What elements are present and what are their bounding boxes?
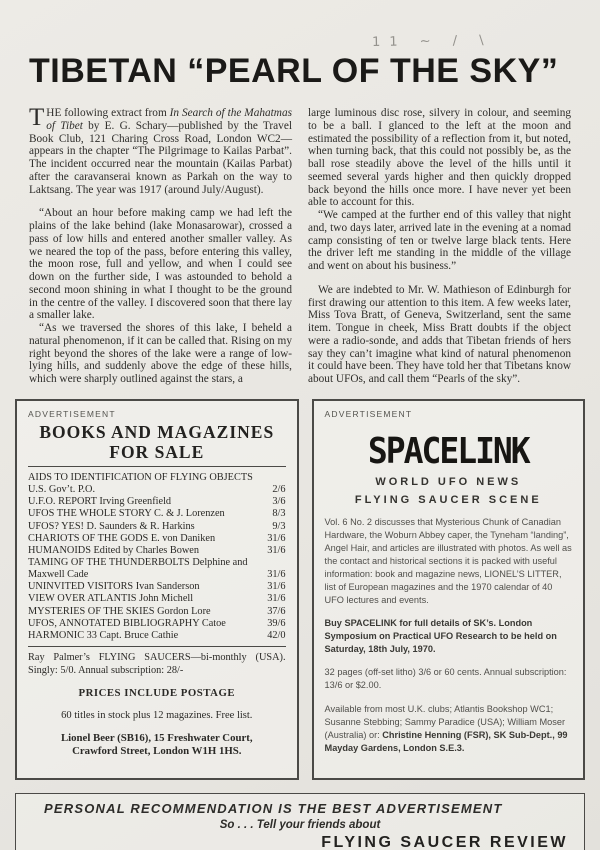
footer-slogan: PERSONAL RECOMMENDATION IS THE BEST ADVERTISEMENT <box>44 801 503 817</box>
book-list-item <box>28 521 286 533</box>
book-title: MYSTERIES OF THE SKIES Gordon Lore <box>28 605 211 617</box>
article-title: TIBETAN “PEARL OF THE SKY” <box>29 52 559 90</box>
article-column-left <box>29 104 292 386</box>
magazine-name: FLYING SAUCER REVIEW <box>321 834 568 850</box>
book-list-item <box>28 533 286 545</box>
book-price: 9/3 <box>272 520 286 532</box>
book-title: HARMONIC 33 Capt. Bruce Cathie <box>28 629 179 641</box>
book-title: UNINVITED VISITORS Ivan Sanderson <box>28 581 200 593</box>
book-list-item <box>28 593 286 605</box>
book-price: 8/3 <box>272 508 286 520</box>
heading-line: BOOKS AND MAGAZINES <box>39 421 275 442</box>
book-list-item <box>28 618 286 630</box>
contact-address: Christine Henning (FSR), SK Sub-Dept., 99 Mayday Gardens, London S.E.3. <box>324 729 568 753</box>
seller-address <box>28 732 286 759</box>
address-line: Lionel Beer (SB16), 15 Freshwater Court, <box>60 731 253 744</box>
ray-palmer-note: Ray Palmer’s FLYING SAUCERS—bi-monthly (USA). Singly: 5/0. Annual subscription: 28/- <box>28 651 286 676</box>
footer-subline: So . . . Tell your friends about <box>219 819 381 832</box>
book-price: 31/6 <box>267 569 286 581</box>
spacelink-logo: SPACELINK <box>367 429 529 472</box>
pencil-annotation: 11 ~ / \ <box>371 32 493 51</box>
books-ad-box <box>15 399 299 781</box>
books-ad-heading <box>28 422 286 462</box>
book-list-item <box>28 545 286 557</box>
spacelink-pricing: 32 pages (off-set litho) 3/6 or 60 cents. Annual subscription: 13/6 or $2.00. <box>324 667 567 691</box>
book-price: 31/6 <box>267 581 286 593</box>
book-list <box>28 472 286 642</box>
paragraph-text: by E. G. Schary—published by the Travel Book Club, 121 Charing Cross Road, London WC2—appears in the chapter “The Pilgrimage to Kailas Parbat”. The incident occurred near the mountain (Kailas Parbat) after the caravanserai known as Parkah on the way to Laktsang. The year was 1917 (around July/August). <box>29 119 292 196</box>
book-price: 2/6 <box>272 484 286 496</box>
article-column-right <box>308 107 571 386</box>
article-paragraph: “About an hour before making camp we had left the plains of the lake behind (lake Monasarowar), crossed a pass of low hills and entered another smaller valley. As we neared the top of the pass, before entering this valley, the moon rose, full and yellow, and when I could see down on the further side, I was astounded to behold a second moon shining in what I thought to be the ground in the centre of the valley. I discovered soon that there lay a smaller lake. <box>29 207 292 322</box>
article-paragraph: We are indebted to Mr. W. Mathieson of Edinburgh for first drawing our attention to this item. A few weeks later, Miss Tova Bratt, of Geneva, Switzerland, sent the same item. Tongue in cheek, Miss Bratt doubts if the object were a radio-sonde, and adds that Tibetan friends of hers say they can’t imagine what kind of natural phenomenon it could have been. They have told her that Tibetans know about UFOs, and call them “Pearls of the sky”. <box>308 283 571 385</box>
advertisement-label: ADVERTISEMENT <box>28 408 116 419</box>
divider <box>28 646 286 647</box>
spacelink-availability <box>325 703 572 755</box>
book-list-item <box>28 606 286 618</box>
book-title: UFOS? YES! D. Saunders & R. Harkins <box>28 520 195 532</box>
book-list-item <box>28 557 286 581</box>
article-paragraph: large luminous disc rose, silvery in colour, and seeming to be a ball. I glanced to the left at the moon and estimated the possibility of a reflection from it, but noted, when turning back, that this could not possibly be, as the ball rose steadily above the level of the hills until it seemed several yards higher and then quickly dropped back beyond the hills once more. I have never yet been able to account for this. <box>308 107 571 209</box>
book-price: 3/6 <box>272 496 286 508</box>
drop-cap: T <box>29 104 45 131</box>
spacelink-ad-box <box>312 399 585 781</box>
article-paragraph <box>29 104 292 196</box>
spacelink-tagline: WORLD UFO NEWS <box>375 475 522 488</box>
heading-line: FOR SALE <box>109 441 205 462</box>
article-paragraph: “As we traversed the shores of this lake, I beheld a natural phenomenon, if it can be called that. Rising on my right beyond the shores of the lake were a range of low-lying hills, and suddenly above the edge of these hills, which were sharply outlined against the stars, a <box>29 322 292 385</box>
spacelink-symposium-note: Buy SPACELINK for full details of SK’s. London Symposium on Practical UFO Research to be held on Saturday, 18th July, 1970. <box>324 618 557 655</box>
spacelink-tagline: FLYING SAUCER SCENE <box>354 493 542 506</box>
advertisement-label: ADVERTISEMENT <box>324 408 413 419</box>
book-title: HUMANOIDS Edited by Charles Bowen <box>28 544 200 556</box>
book-title: TAMING OF THE THUNDERBOLTS Delphine and Maxwell Cade <box>28 556 248 581</box>
book-title-italic: In Search of the Mahatmas of Tibet <box>46 107 292 132</box>
divider <box>28 466 286 467</box>
book-price: 37/6 <box>267 605 286 617</box>
book-title: UFOS THE WHOLE STORY C. & J. Lorenzen <box>28 508 225 520</box>
book-list-item <box>28 581 286 593</box>
stock-note: 60 titles in stock plus 12 magazines. Free list. <box>61 710 253 722</box>
book-title: UFOS, ANNOTATED BIBLIOGRAPHY Catoe <box>28 617 226 629</box>
paragraph-text: HE following extract from <box>46 107 170 119</box>
footer-banner <box>15 793 585 850</box>
book-title: VIEW OVER ATLANTIS John Michell <box>28 593 194 605</box>
postage-note: PRICES INCLUDE POSTAGE <box>78 687 236 700</box>
availability-text: Available from most U.K. clubs; Atlantis Bookshop WC1; Susanne Stebbing; Sammy Paradice (USA); William Moser (Australia) or: <box>324 703 566 740</box>
book-price: 42/0 <box>267 629 286 641</box>
book-price: 31/6 <box>267 532 286 544</box>
book-title: CHARIOTS OF THE GODS E. von Daniken <box>28 532 216 544</box>
book-list-item <box>28 630 286 642</box>
book-price: 31/6 <box>267 593 286 605</box>
book-list-item <box>28 496 286 508</box>
advertisement-row <box>15 399 585 781</box>
book-title: U.F.O. REPORT Irving Greenfield <box>28 496 172 508</box>
book-title: AIDS TO IDENTIFICATION OF FLYING OBJECTS U.S. Gov’t. P.O. <box>28 472 253 496</box>
article-body <box>29 104 571 386</box>
article-paragraph: “We camped at the further end of this valley that night and, two days later, arrived late in the evening at a nomad camp consisting of ten or twelve large black tents. Here the driver left me standing in the middle of the village and went on about his business.” <box>308 209 571 272</box>
address-line: Crawford Street, London W1H 1HS. <box>72 745 242 758</box>
book-price: 31/6 <box>267 544 286 556</box>
book-list-item <box>28 508 286 520</box>
spacelink-paragraph: Vol. 6 No. 2 discusses that Mysterious Chunk of Canadian Hardware, the Woburn Abbey caper, the Tyneham “landing”, Angel Hair, and articles are illustrated with photos. As well as the contact and historical sections it is packed with useful information: book and magazine news, LIONEL’S LITTER, list of European magazines and the 1970 calendar of 40 UFO lectures and events. <box>324 516 572 606</box>
book-price: 39/6 <box>267 617 286 629</box>
book-list-item <box>28 472 286 496</box>
